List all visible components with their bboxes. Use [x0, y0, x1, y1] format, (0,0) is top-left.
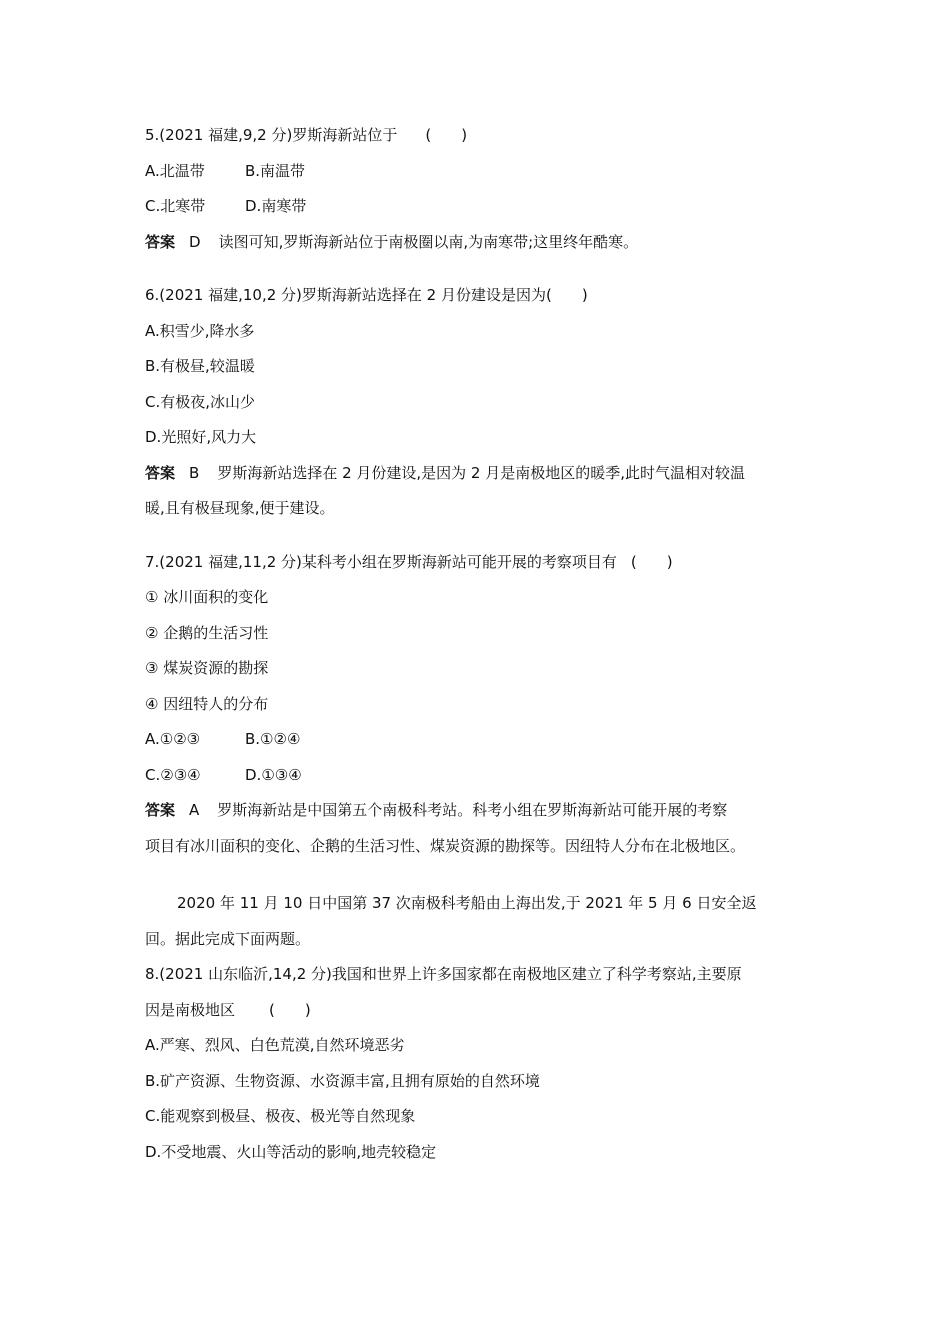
q7-options-row-1: [145, 722, 825, 758]
q8-answer-paren: ( ): [269, 1000, 311, 1019]
q5-answer-letter: D: [189, 232, 201, 251]
q6-option-c: C.有极夜,冰山少: [145, 392, 256, 411]
q5-option-b: B.南温带: [245, 161, 306, 180]
q8-option-a: A.严寒、烈风、白色荒漠,自然环境恶劣: [145, 1036, 405, 1054]
q7-answer-letter: A: [189, 801, 200, 819]
q7-item-1: ① 冰川面积的变化: [145, 588, 269, 606]
q6-answer-line-2: 暖,且有极昼现象,便于建设。: [145, 499, 335, 517]
q8-stem-line-2: [145, 993, 825, 1029]
q8-stem-text-2: 因是南极地区: [145, 1000, 236, 1019]
q7-option-b: B.①②④: [245, 730, 301, 748]
q6-answer-text-1: 罗斯海新站选择在 2 月份建设,是因为 2 月是南极地区的暖季,此时气温相对较温: [217, 463, 746, 482]
q5-options-row-1: [145, 154, 825, 190]
q7-option-c: C.②③④: [145, 765, 201, 784]
spacer: [145, 864, 825, 886]
spacer: [145, 260, 825, 278]
q7-answer-label: 答案: [145, 801, 176, 819]
q5-options-row-2: [145, 189, 825, 225]
q5-option-c: C.北寒带: [145, 197, 206, 215]
q7-stem-text: 7.(2021 福建,11,2 分)某科考小组在罗斯海新站可能开展的考察项目有: [145, 552, 617, 571]
q6-answer-letter: B: [189, 463, 200, 482]
q5-stem: [145, 118, 825, 154]
document-page: [145, 118, 825, 1170]
q7-answer-paren: ( ): [630, 552, 673, 571]
q7-item-2: ② 企鹅的生活习性: [145, 623, 269, 642]
spacer: [145, 527, 825, 545]
q6-stem: 6.(2021 福建,10,2 分)罗斯海新站选择在 2 月份建设是因为( ): [145, 286, 588, 304]
q6-option-d: D.光照好,风力大: [145, 428, 257, 446]
q5-answer-paren: ( ): [425, 126, 468, 144]
q5-answer: [145, 225, 825, 261]
intro-line-1: 2020 年 11 月 10 日中国第 37 次南极科考船由上海出发,于 2021 年 5 月 6 日安全返: [177, 894, 757, 912]
q5-answer-text: 读图可知,罗斯海新站位于南极圈以南,为南寒带;这里终年酷寒。: [218, 232, 639, 251]
q8-option-c: C.能观察到极昼、极夜、极光等自然现象: [145, 1107, 416, 1125]
q7-answer-text-1: 罗斯海新站是中国第五个南极科考站。科考小组在罗斯海新站可能开展的考察: [217, 801, 728, 819]
q6-option-b: B.有极昼,较温暖: [145, 357, 255, 375]
q6-answer-line-1: [145, 456, 825, 492]
q7-option-a: A.①②③: [145, 730, 201, 748]
q7-item-4: ④ 因纽特人的分布: [145, 694, 269, 713]
q7-answer-line-2: 项目有冰川面积的变化、企鹅的生活习性、煤炭资源的勘探等。因纽特人分布在北极地区。: [145, 836, 746, 855]
intro-line-2: 回。据此完成下面两题。: [145, 929, 311, 948]
q5-stem-text: 5.(2021 福建,9,2 分)罗斯海新站位于: [145, 126, 398, 144]
q6-option-a: A.积雪少,降水多: [145, 321, 255, 340]
q6-answer-label: 答案: [145, 463, 176, 482]
q7-stem: [145, 545, 825, 581]
q5-option-a: A.北温带: [145, 161, 205, 180]
q7-answer-line-1: [145, 793, 825, 829]
q8-option-b: B.矿产资源、生物资源、水资源丰富,且拥有原始的自然环境: [145, 1071, 540, 1090]
q5-answer-label: 答案: [145, 232, 176, 251]
q8-option-d: D.不受地震、火山等活动的影响,地壳较稳定: [145, 1142, 437, 1161]
q7-options-row-2: [145, 758, 825, 794]
q8-stem-line-1: 8.(2021 山东临沂,14,2 分)我国和世界上许多国家都在南极地区建立了科学考察站,主要原: [145, 965, 742, 983]
q5-option-d: D.南寒带: [245, 197, 307, 215]
q7-item-3: ③ 煤炭资源的勘探: [145, 659, 269, 677]
q7-option-d: D.①③④: [245, 765, 302, 784]
